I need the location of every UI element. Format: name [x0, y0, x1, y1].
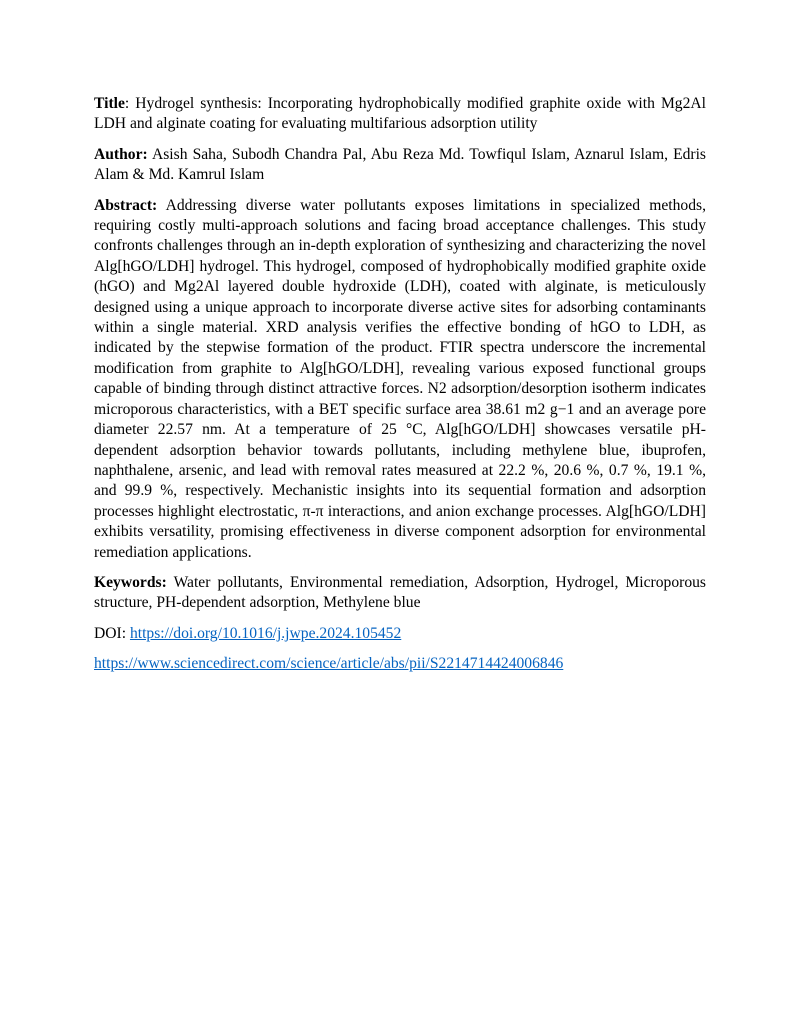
- source-line: [94, 654, 706, 674]
- title-separator: :: [124, 95, 136, 112]
- document-page: [94, 94, 706, 685]
- sciencedirect-link[interactable]: https://www.sciencedirect.com/science/article/abs/pii/S2214714424006846: [94, 655, 564, 673]
- author-paragraph: [94, 145, 706, 186]
- keywords-label: Keywords:: [94, 573, 167, 591]
- keywords-text: Water pollutants, Environmental remediation, Adsorption, Hydrogel, Microporous structure, PH-dependent adsorption, Methylene blue: [94, 573, 706, 612]
- title-text: Hydrogel synthesis: Incorporating hydrophobically modified graphite oxide with Mg2Al LDH and alginate coating for evaluating multifarious adsorption utility: [94, 95, 706, 133]
- abstract-paragraph: [94, 196, 706, 563]
- author-label: Author:: [94, 145, 148, 163]
- title-paragraph: [94, 94, 706, 135]
- keywords-paragraph: [94, 573, 706, 614]
- title-label: Title: [94, 95, 125, 112]
- doi-link[interactable]: https://doi.org/10.1016/j.jwpe.2024.105452: [129, 624, 402, 642]
- doi-label: DOI:: [94, 624, 130, 642]
- author-text: Asish Saha, Subodh Chandra Pal, Abu Reza Md. Towfiqul Islam, Aznarul Islam, Edris Alam & Md. Kamrul Islam: [94, 145, 706, 184]
- abstract-label: Abstract:: [94, 196, 158, 214]
- doi-line: [94, 624, 706, 644]
- abstract-text: Addressing diverse water pollutants exposes limitations in specialized methods, requiring costly multi-approach solutions and facing broad acceptance challenges. This study confronts challenges through an in-depth exploration of synthesizing and characterizing the novel Alg[hGO/LDH] hydrogel. This hydrogel, composed of hydrophobically modified graphite oxide (hGO) and Mg2Al layered double hydroxide (LDH), coated with alginate, is meticulously designed using a unique approach to incorporate diverse active sites for adsorbing contaminants within a single material. XRD analysis verifies the effective bonding of hGO to LDH, as indicated by the stepwise formation of the product. FTIR spectra underscore the incremental modification from graphite to Alg[hGO/LDH], revealing various exposed functional groups capable of binding through distinct attractive forces. N2 adsorption/desorption isotherm indicates microporous characteristics, with a BET specific surface area 38.61 m2 g−1 and an average pore diameter 22.57 nm. At a temperature of 25 °C, Alg[hGO/LDH] showcases versatile pH-dependent adsorption behavior towards pollutants, including methylene blue, ibuprofen, naphthalene, arsenic, and lead with removal rates measured at 22.2 %, 20.6 %, 0.7 %, 19.1 %, and 99.9 %, respectively. Mechanistic insights into its sequential formation and adsorption processes highlight electrostatic, π-π interactions, and anion exchange processes. Alg[hGO/LDH] exhibits versatility, promising effectiveness in diverse component adsorption for environmental remediation applications.: [94, 196, 706, 561]
